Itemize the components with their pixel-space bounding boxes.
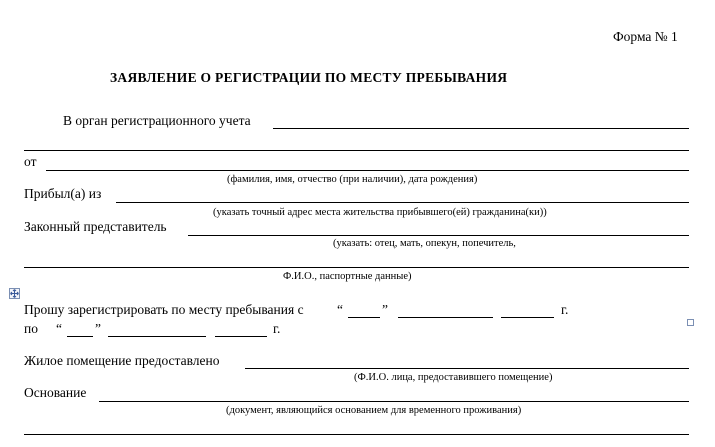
close-quote-from: ” [382,302,388,317]
basis-label: Основание [24,385,87,400]
from-field-line[interactable] [46,170,689,171]
housing-label: Жилое помещение предоставлено [24,353,220,368]
organ-field-line[interactable] [273,128,689,129]
to-label: по [24,321,38,336]
document-title: ЗАЯВЛЕНИЕ О РЕГИСТРАЦИИ ПО МЕСТУ ПРЕБЫВАНИЯ [110,70,508,85]
table-move-handle-icon[interactable] [9,288,20,299]
housing-field-line[interactable] [245,368,689,369]
to-year-abbr: г. [273,321,281,336]
basis-field-line-2[interactable] [24,434,689,435]
from-year-abbr: г. [561,302,569,317]
form-number: Форма № 1 [613,29,678,44]
arrived-hint: (указать точный адрес места жительства прибывшего(ей) гражданина(ки)) [213,207,547,218]
table-resize-handle[interactable] [687,319,694,326]
representative-hint-1: (указать: отец, мать, опекун, попечитель, [333,238,516,249]
to-year-field[interactable] [215,336,267,337]
arrived-field-line[interactable] [116,202,689,203]
representative-label: Законный представитель [24,219,167,234]
from-hint: (фамилия, имя, отчество (при наличии), дата рождения) [227,174,478,185]
from-day-field[interactable] [348,317,380,318]
arrived-label: Прибыл(а) из [24,186,102,201]
organ-label: В орган регистрационного учета [63,113,251,128]
basis-field-line[interactable] [99,401,689,402]
from-label: от [24,154,37,169]
to-month-field[interactable] [108,336,206,337]
basis-hint: (документ, являющийся основанием для временного проживания) [226,405,522,416]
request-text: Прошу зарегистрировать по месту пребывания с [24,302,304,317]
from-year-field[interactable] [501,317,554,318]
close-quote-to: ” [95,321,101,336]
to-day-field[interactable] [67,336,93,337]
representative-field-line[interactable] [188,235,689,236]
organ-field-line-2[interactable] [24,150,689,151]
open-quote-from: “ [337,302,343,317]
representative-field-line-2[interactable] [24,267,689,268]
open-quote-to: “ [56,321,62,336]
housing-hint: (Ф.И.О. лица, предоставившего помещение) [354,372,553,383]
from-month-field[interactable] [398,317,493,318]
representative-hint-2: Ф.И.О., паспортные данные) [283,271,412,282]
